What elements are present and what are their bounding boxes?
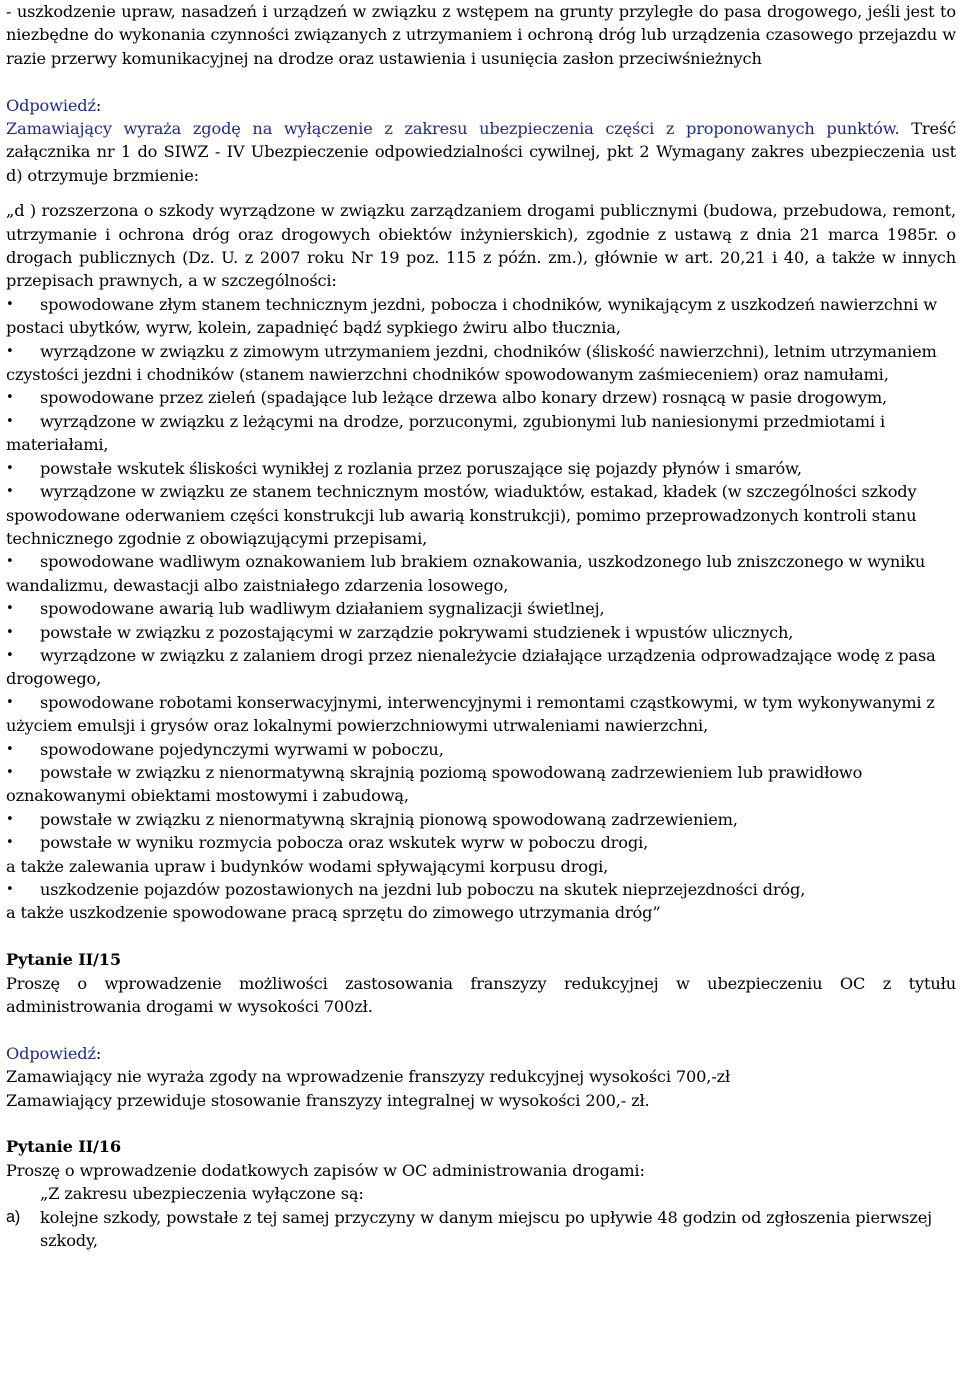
list-item: • spowodowane awarią lub wadliwym działaniem sygnalizacji świetlnej,: [6, 597, 956, 620]
list-item: • powstałe w wyniku rozmycia pobocza oraz wskutek wyrw w poboczu drogi,: [6, 831, 956, 854]
quote-paragraph: „d ) rozszerzona o szkody wyrządzone w związku zarządzaniem drogami publicznymi (budowa, przebudowa, remont, utrzymanie i ochrona dróg oraz drogowych obiektów inżynierskich), zgodnie z ustawą z dnia 21 marca 1985r. o drogach publicznych (Dz. U. z 2007 roku Nr 19 poz. 115 z późn. zm.), głównie w art. 20,21 i 40, a także w innych przepisach prawnych, a w szczególności:: [6, 201, 956, 291]
answer-colon: :: [95, 1043, 102, 1063]
list-item: • wyrządzone w związku z zimowym utrzymaniem jezdni, chodników (śliskość nawierzchni), letnim utrzymaniem czystości jezdni i chodników (stanem nawierzchni chodników spowodowanym zaśmieceniem) oraz namułami,: [6, 340, 956, 387]
document-page: [6, 0, 956, 1252]
list-item: • powstałe wskutek śliskości wynikłej z rozlania przez poruszające się pojazdy płynów i smarów,: [6, 457, 956, 480]
answer-amendment-text: Treść załącznika nr 1 do SIWZ - IV Ubezpieczenie odpowiedzialności cywilnej, pkt 2 Wymagany zakres ubezpieczenia ust d) otrzymuje brzmienie:: [6, 119, 956, 185]
list-item: • wyrządzone w związku z leżącymi na drodze, porzuconymi, zgubionymi lub naniesionymi przedmiotami i materiałami,: [6, 410, 956, 457]
answer-label: Odpowiedź: [6, 95, 96, 115]
answer-2-line-2: Zamawiający przewiduje stosowanie franszyzy integralnej w wysokości 200,- zł.: [6, 1090, 650, 1110]
list-item: • powstałe w związku z nienormatywną skrajnią poziomą spowodowaną zadrzewieniem lub prawidłowo oznakowanymi obiektami mostowymi i zabudową,: [6, 761, 956, 808]
list-item: • powstałe w związku z nienormatywną skrajnią pionową spowodowaną zadrzewieniem,: [6, 808, 956, 831]
answer-heading: [6, 94, 956, 117]
intro-paragraph: - uszkodzenie upraw, nasadzeń i urządzeń w związku z wstępem na grunty przyległe do pasa drogowego, jeśli jest to niezbędne do wykonania czynności związanych z utrzymaniem i ochroną dróg lub urządzenia czasowego przejazdu w razie przerwy komunikacyjnej na drodze oraz ustawienia i usunięcia zasłon przeciwśnieżnych: [6, 2, 956, 68]
question-16-text: Proszę o wprowadzenie dodatkowych zapisów w OC administrowania drogami:: [6, 1160, 645, 1180]
answer-paragraph: [6, 117, 956, 187]
list-item-text: kolejne szkody, powstałe z tej samej przyczyny w danym miejscu po upływie 48 godzin od zgłoszenia pierwszej szkody,: [40, 1207, 933, 1251]
list-item: • spowodowane wadliwym oznakowaniem lub brakiem oznakowania, uszkodzonego lub zniszczonego w wyniku wandalizmu, dewastacji albo zaistniałego zdarzenia losowego,: [6, 550, 956, 597]
question-15-text: Proszę o wprowadzenie możliwości zastosowania franszyzy redukcyjnej w ubezpieczeniu OC z tytułu administrowania drogami w wysokości 700zł.: [6, 973, 956, 1017]
list-item: • spowodowane złym stanem technicznym jezdni, pobocza i chodników, wynikającym z uszkodzeń nawierzchni w postaci ubytków, wyrw, kolein, zapadnięć bądź sypkiego żwiru albo tłucznia,: [6, 293, 956, 340]
list-marker: a): [6, 1207, 21, 1226]
answer-label: Odpowiedź: [6, 1043, 96, 1063]
question-16-title: Pytanie II/16: [6, 1137, 122, 1157]
question-16-quote-intro: „Z zakresu ubezpieczenia wyłączone są:: [40, 1184, 364, 1204]
answer-consent-text: Zamawiający wyraża zgodę na wyłączenie z zakresu ubezpieczenia części z proponowanych punktów.: [6, 119, 900, 139]
list-item: • powstałe w związku z pozostającymi w zarządzie pokrywami studzienek i wpustów ulicznych,: [6, 621, 956, 644]
list-item: • spowodowane pojedynczymi wyrwami w poboczu,: [6, 738, 956, 761]
answer-colon: :: [95, 95, 102, 115]
answer-2-line-1: Zamawiający nie wyraża zgody na wprowadzenie franszyzy redukcyjnej wysokości 700,-zł: [6, 1067, 731, 1087]
question-15-title: Pytanie II/15: [6, 950, 122, 970]
damage-list: [6, 293, 956, 855]
after-bullets-text: a także zalewania upraw i budynków wodami spływającymi korpusu drogi,: [6, 856, 609, 876]
list-item: • wyrządzone w związku z zalaniem drogi przez nienależycie działające urządzenia odprowadzające wodę z pasa drogowego,: [6, 644, 956, 691]
list-item: • spowodowane przez zieleń (spadające lub leżące drzewa albo konary drzew) rosnącą w pasie drogowym,: [6, 386, 956, 409]
answer-heading-2: [6, 1042, 956, 1065]
list-item: • spowodowane robotami konserwacyjnymi, interwencyjnymi i remontami cząstkowymi, w tym wykonywanymi z użyciem emulsji i grysów oraz lokalnymi powierzchniowymi utrwaleniami nawierzchni,: [6, 691, 956, 738]
list-item: • wyrządzone w związku ze stanem technicznym mostów, wiaduktów, estakad, kładek (w szczególności szkody spowodowane oderwaniem części konstrukcji lub awarią konstrukcji), pomimo przeprowadzonych kontroli stanu technicznego zgodnie z obowiązującymi przepisami,: [6, 480, 956, 550]
closing-text: a także uszkodzenie spowodowane pracą sprzętu do zimowego utrzymania dróg”: [6, 903, 661, 923]
list-item: [6, 1206, 956, 1253]
damage-list-tail: [6, 878, 956, 901]
list-item: • uszkodzenie pojazdów pozostawionych na jezdni lub poboczu na skutek nieprzejezdności dróg,: [6, 878, 956, 901]
exclusion-list: [6, 1206, 956, 1253]
